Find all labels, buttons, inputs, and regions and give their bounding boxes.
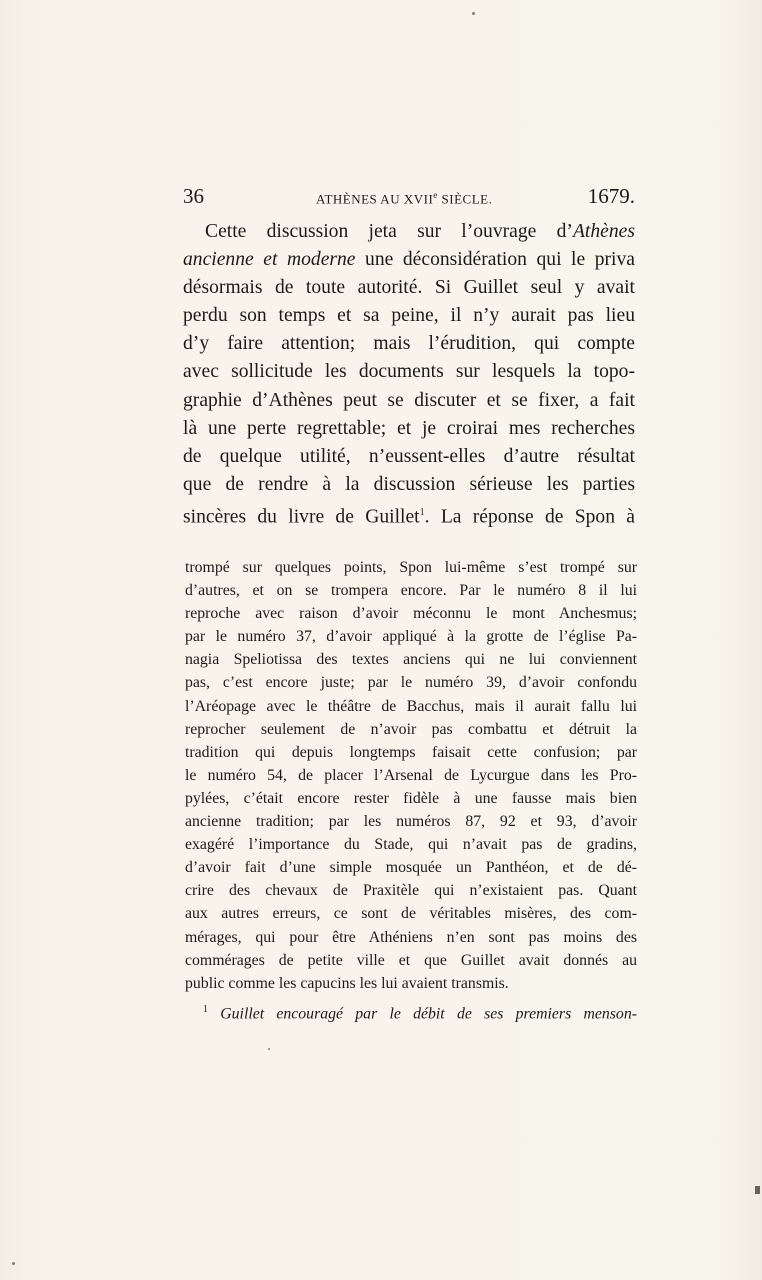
- footnote-line: reproche avec raison d’avoir méconnu le mont Anchesmus;: [185, 605, 637, 623]
- running-title: ATHÈNES AU XVIIe SIÈCLE.: [316, 190, 493, 207]
- body-line: d’y faire attention; mais l’érudition, qui compte: [183, 333, 635, 355]
- footnote-line: trompé sur quelques points, Spon lui-même s’est trompé sur: [185, 559, 637, 576]
- body-line: désormais de toute autorité. Si Guillet seul y avait: [183, 277, 635, 299]
- footnote-line: ancienne tradition; par les numéros 87, 92 et 93, d’avoir: [185, 813, 637, 831]
- footnote-line: nagia Speliotissa des textes anciens qui ne lui conviennent: [185, 651, 637, 669]
- main-body-text: [183, 218, 635, 532]
- body-line: graphie d’Athènes peut se discuter et se fixer, a fait: [183, 389, 635, 411]
- footnote-line: reprocher seulement de n’avoir pas combattu et détruit la: [185, 720, 637, 738]
- body-line: de quelque utilité, n’eussent-elles d’autre résultat: [183, 445, 635, 467]
- page-header: [183, 184, 635, 214]
- footnote-line: commérages de petite ville et que Guillet avait donnés au: [185, 951, 637, 969]
- footnote-line: aux autres erreurs, ce sont de véritables misères, des com-: [185, 905, 637, 923]
- body-line: que de rendre à la discussion sérieuse les parties: [183, 473, 635, 495]
- footnote-reference: 1: [419, 506, 425, 518]
- footnote-line: l’Aréopage avec le théâtre de Bacchus, mais il aurait fallu lui: [185, 697, 637, 715]
- body-line: avec sollicitude les documents sur lesquels la topo-: [183, 361, 635, 383]
- body-line: perdu son temps et sa peine, il n’y aurait pas lieu: [183, 305, 635, 327]
- body-line: ancienne et moderne une déconsidération qui le priva: [183, 249, 635, 271]
- footnote-line: pylées, c’était encore rester fidèle à une fausse mais bien: [185, 789, 637, 807]
- footnote-line: par le numéro 37, d’avoir appliqué à la grotte de l’église Pa-: [185, 628, 637, 646]
- footnotes-section: [185, 556, 637, 1025]
- footnote-line: d’autres, et on se trompera encore. Par le numéro 8 il lui: [185, 582, 637, 600]
- page-number: 36: [183, 184, 204, 208]
- footnote-line: public comme les capucins les lui avaient transmis.: [185, 974, 509, 992]
- header-year: 1679.: [587, 184, 635, 208]
- footnote-line: tradition qui depuis longtemps faisait cette confusion; par: [185, 743, 637, 761]
- footnote-line: mérages, qui pour être Athéniens n’en sont pas moins des: [185, 928, 637, 946]
- page-edge-mark: [755, 1186, 760, 1194]
- footnote-line: d’avoir fait d’une simple mosquée un Panthéon, et de dé-: [185, 859, 637, 877]
- body-line: là une perte regrettable; et je croirai mes recherches: [183, 417, 635, 439]
- footnote-line: le numéro 54, de placer l’Arsenal de Lycurgue dans les Pro-: [185, 766, 637, 784]
- footnote-line: pas, c’est encore juste; par le numéro 39, d’avoir confondu: [185, 674, 637, 692]
- body-line: Cette discussion jeta sur l’ouvrage d’Athènes: [205, 221, 635, 242]
- paper-speck: [268, 1048, 270, 1050]
- footnote-line: exagéré l’importance du Stade, qui n’avait pas de gradins,: [185, 836, 637, 854]
- paper-speck: [12, 1262, 15, 1265]
- paper-speck: [472, 12, 475, 15]
- body-line: sincères du livre de Guillet$^1$. La réponse de Spon à: [183, 506, 636, 528]
- footnote-marker: 1: [203, 1003, 208, 1015]
- footnote-1: $^1$ Guillet encouragé par le débit de ses premiers menson-: [203, 1003, 637, 1023]
- footnote-line: crire des chevaux de Praxitèle qui n’existaient pas. Quant: [185, 882, 637, 900]
